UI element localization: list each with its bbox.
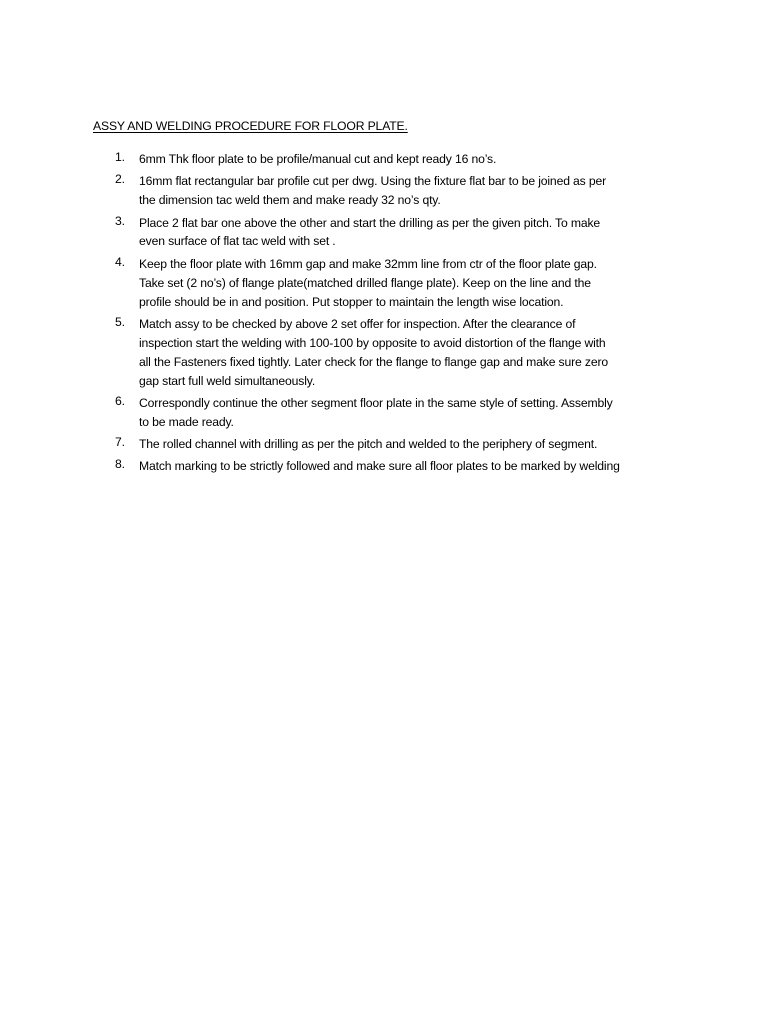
step-text-line: 6mm Thk floor plate to be profile/manual cut and kept ready 16 no’s. (139, 152, 497, 166)
step-text-line: 16mm flat rectangular bar profile cut per dwg. Using the fixture flat bar to be joined as per (139, 174, 607, 189)
step-text-line: all the Fasteners fixed tightly. Later check for the flange to flange gap and make sure zero (139, 354, 609, 369)
step-text-line: inspection start the welding with 100-100 by opposite to avoid distortion of the flange with (139, 335, 606, 350)
step-1 (113, 150, 693, 169)
step-text-line: to be made ready. (139, 414, 234, 429)
document-title: ASSY AND WELDING PROCEDURE FOR FLOOR PLATE. (93, 119, 408, 133)
step-text-line: Place 2 flat bar one above the other and start the drilling as per the given pitch. To make (139, 215, 601, 230)
step-text-line: Match marking to be strictly followed and make sure all floor plates to be marked by welding (139, 459, 620, 474)
step-8 (113, 457, 693, 476)
step-3 (113, 214, 693, 252)
step-number: 6. (115, 393, 125, 408)
step-number: 5. (115, 314, 125, 329)
step-number: 1. (115, 150, 125, 164)
step-number: 8. (115, 457, 125, 472)
step-number: 4. (115, 254, 125, 269)
step-6 (113, 394, 693, 432)
step-text-line: profile should be in and position. Put stopper to maintain the length wise location. (139, 294, 564, 309)
step-text-line: The rolled channel with drilling as per the pitch and welded to the periphery of segment. (139, 437, 598, 452)
step-5 (113, 315, 693, 391)
step-text-line: Keep the floor plate with 16mm gap and make 32mm line from ctr of the floor plate gap. (139, 256, 597, 271)
step-text-line: Match assy to be checked by above 2 set offer for inspection. After the clearance of (139, 316, 576, 331)
step-number: 3. (115, 213, 125, 228)
step-text-line: Take set (2 no’s) of flange plate(matched drilled flange plate). Keep on the line and the (139, 275, 591, 290)
step-text-line: even surface of flat tac weld with set . (139, 234, 336, 249)
step-4 (113, 255, 693, 312)
step-text-line: gap start full weld simultaneously. (139, 373, 316, 388)
step-text-line: Correspondly continue the other segment floor plate in the same style of setting. Assembly (139, 395, 613, 410)
step-text-line: the dimension tac weld them and make ready 32 no’s qty. (139, 193, 441, 208)
step-number: 2. (115, 172, 125, 187)
step-2 (113, 172, 693, 210)
procedure-steps (113, 150, 693, 480)
step-7 (113, 435, 693, 454)
step-number: 7. (115, 435, 125, 450)
